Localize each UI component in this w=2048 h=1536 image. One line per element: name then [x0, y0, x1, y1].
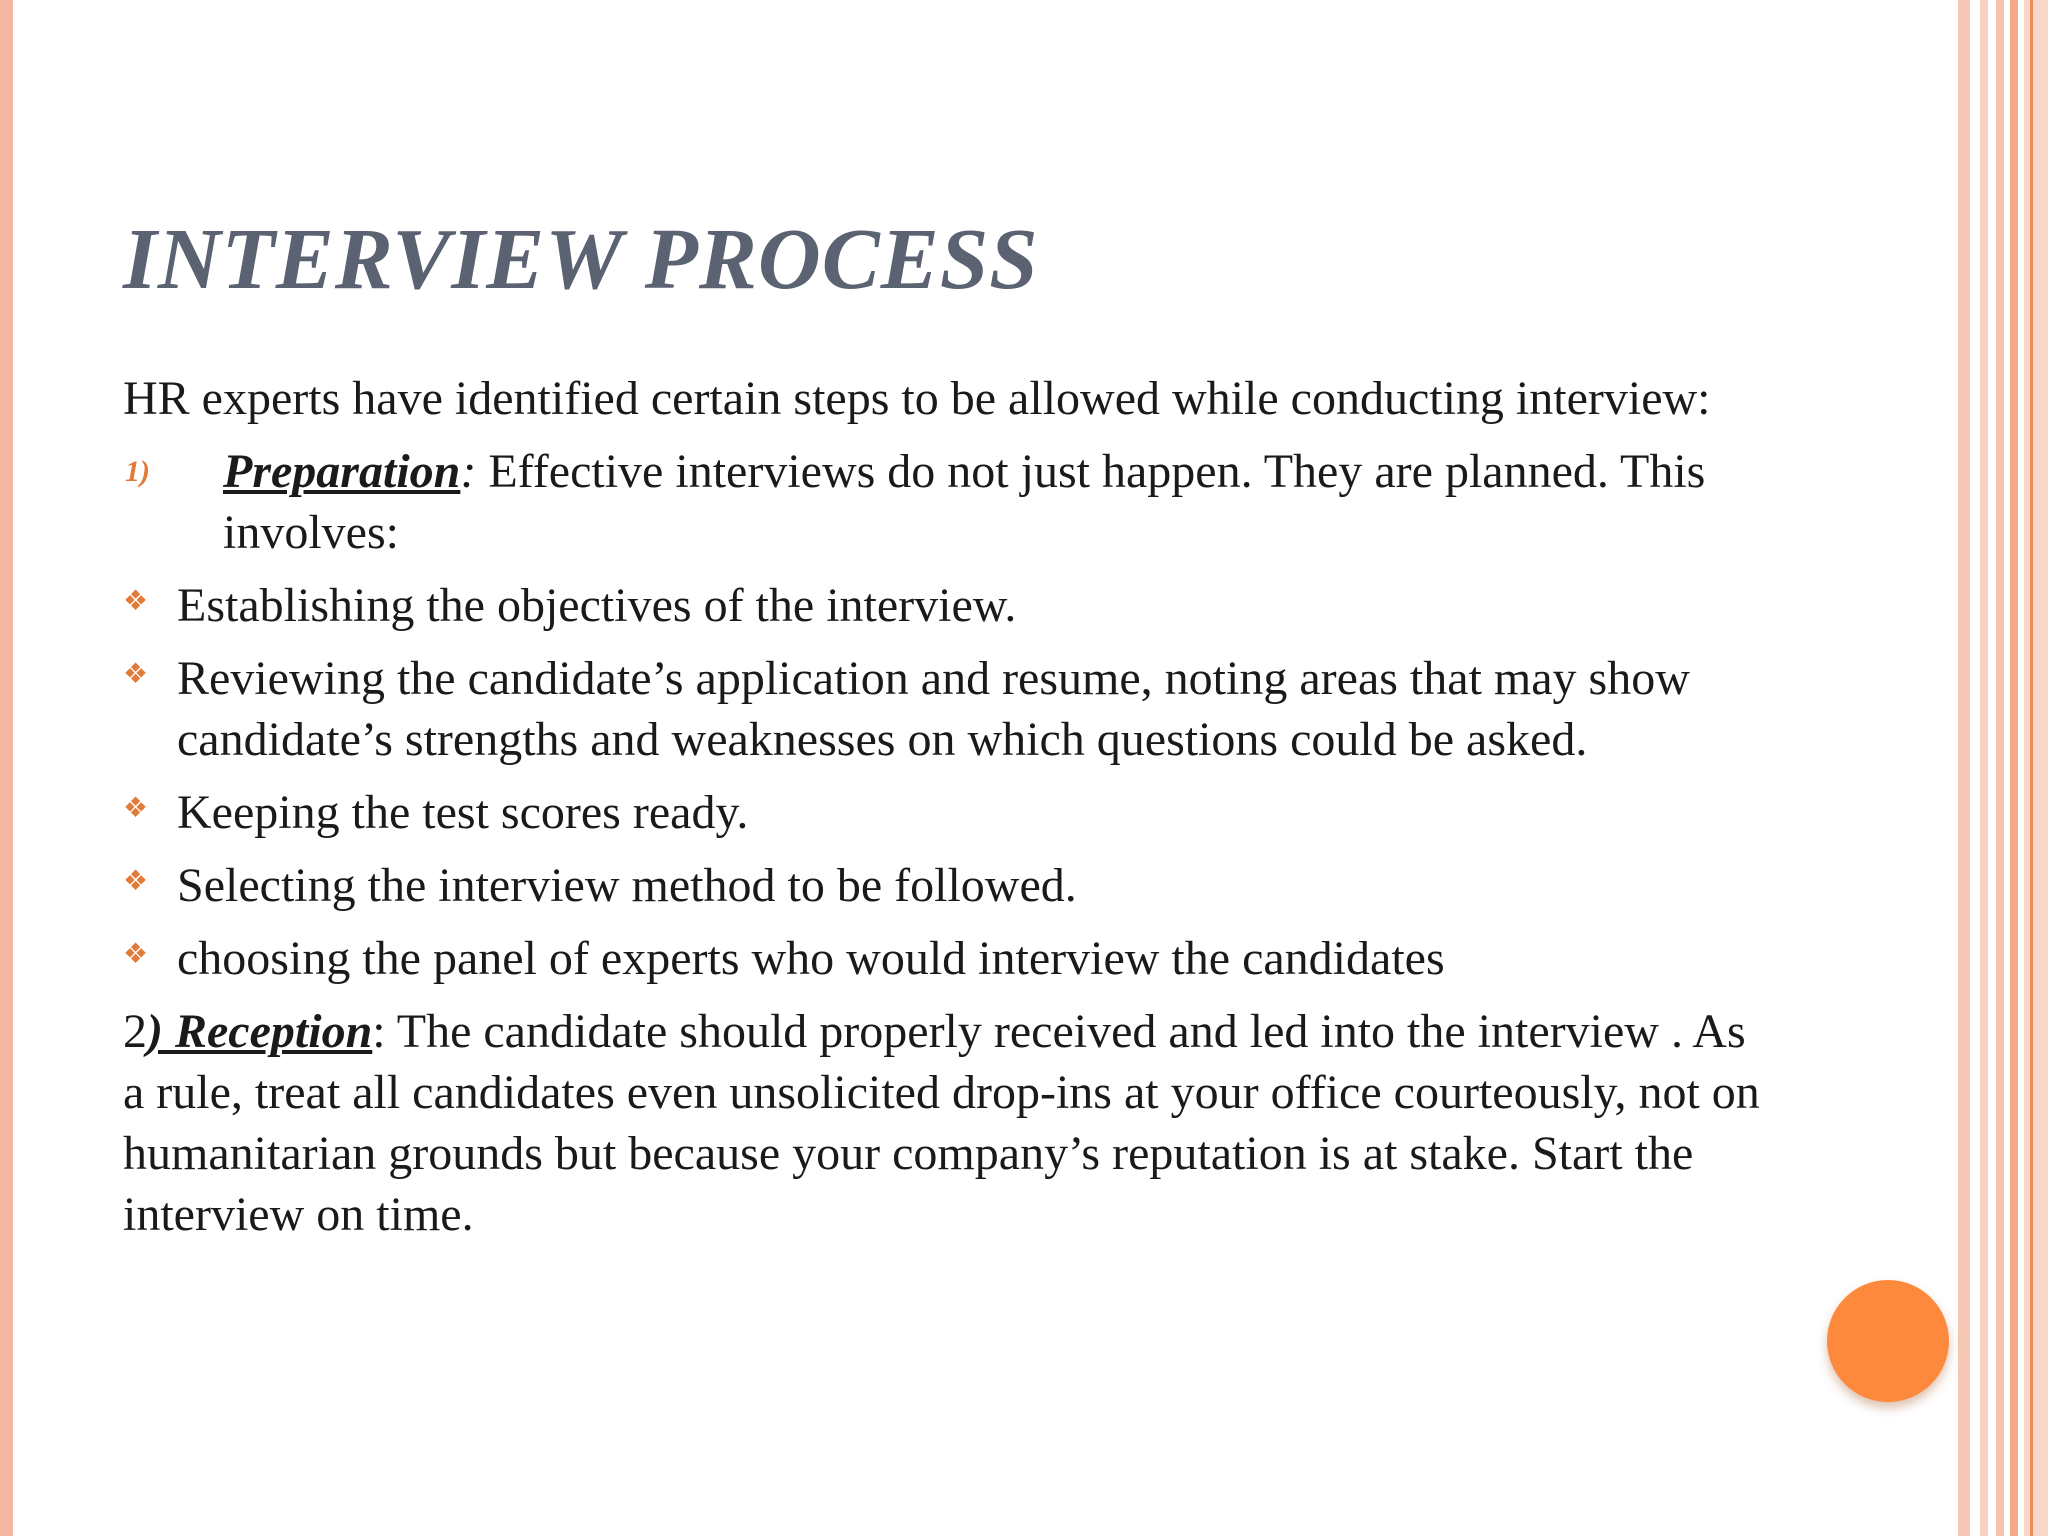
step-number: 1) [125, 455, 150, 488]
right-stripe [1996, 0, 2004, 1536]
slide-title: INTERVIEW PROCESS [123, 210, 1039, 307]
bullet-item [123, 648, 1763, 770]
slide-body [123, 368, 1763, 1245]
orange-circle-decoration [1827, 1280, 1949, 1402]
right-stripe [2024, 0, 2048, 1536]
step-preparation [123, 441, 1763, 563]
bullet-text: Establishing the objectives of the interview. [177, 579, 1017, 632]
diamond-cluster-icon: ❖ [123, 939, 149, 970]
step-colon: : [460, 445, 477, 498]
step-term: ) Reception [147, 1005, 373, 1058]
bullet-item [123, 928, 1763, 989]
step-text: Effective interviews do not just happen. They are planned. This involves: [223, 445, 1706, 559]
step-number: 2 [123, 1005, 147, 1058]
left-border-stripe [0, 0, 13, 1536]
diamond-cluster-icon: ❖ [123, 586, 149, 617]
step-reception [123, 1001, 1763, 1245]
intro-text: HR experts have identified certain steps to be allowed while conducting interview: [123, 372, 1711, 425]
diamond-cluster-icon: ❖ [123, 793, 149, 824]
diamond-cluster-icon: ❖ [123, 866, 149, 897]
bullet-text: Reviewing the candidate’s application and resume, noting areas that may show candidate’s strengths and weaknesses on which questions could be asked. [177, 652, 1690, 766]
right-stripe [2010, 0, 2018, 1536]
bullet-item [123, 782, 1763, 843]
right-stripe [1958, 0, 1970, 1536]
step-term: Preparation [223, 445, 461, 498]
bullet-text: choosing the panel of experts who would interview the candidates [177, 932, 1445, 985]
bullet-item [123, 575, 1763, 636]
bullet-item [123, 855, 1763, 916]
right-stripe [1980, 0, 1988, 1536]
right-stripe [2030, 0, 2033, 1536]
diamond-cluster-icon: ❖ [123, 659, 149, 690]
bullet-text: Selecting the interview method to be followed. [177, 859, 1077, 912]
step-text: : The candidate should properly received and led into the interview . As a rule, treat all candidates even unsolicited drop-ins at your office courteously, not on humanitarian grounds but because your company’s reputation is at stake. Start the interview on time. [123, 1005, 1760, 1241]
bullet-text: Keeping the test scores ready. [177, 786, 749, 839]
